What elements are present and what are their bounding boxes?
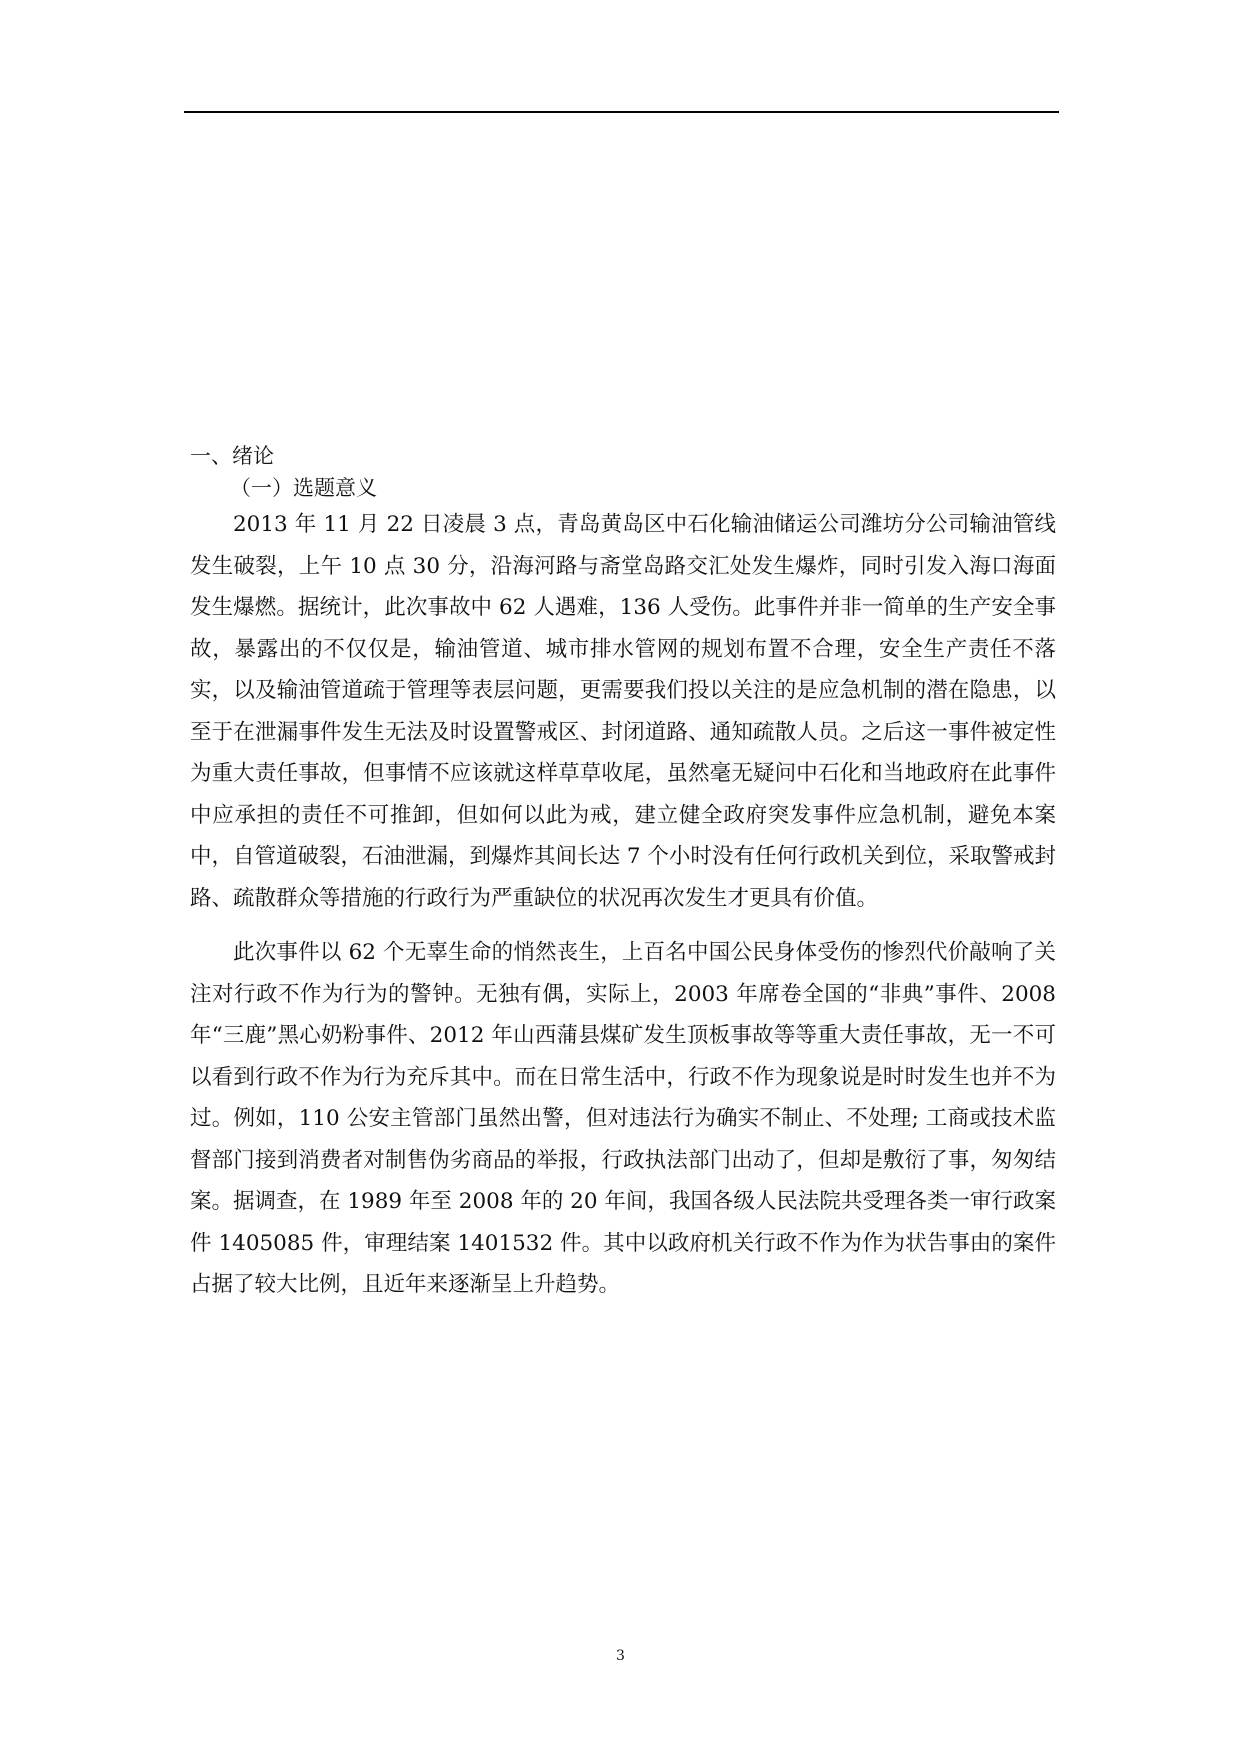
page-number: 3 xyxy=(616,1648,625,1664)
section-heading: 一、绪论 xyxy=(190,444,274,468)
document-body xyxy=(190,440,1056,1306)
header-rule xyxy=(184,111,1059,113)
subsection-heading: （一）选题意义 xyxy=(230,476,377,500)
body-paragraph-1: 2013 年 11 月 22 日凌晨 3 点，青岛黄岛区中石化输油储运公司潍坊分公司输油管线发生破裂，上午 10 点 30 分，沿海河路与斋堂岛路交汇处发生爆炸，同时引发入海口海面发生爆燃。据统计，此次事故中 62 人遇难，136 人受伤。此事件并非一简单的生产安全事故，暴露出的不仅仅是，输油管道、城市排水管网的规划布置不合理，安全生产责任不落实，以及输油管道疏于管理等表层问题，更需要我们投以关注的是应急机制的潜在隐患，以至于在泄漏事件发生无法及时设置警戒区、封闭道路、通知疏散人员。之后这一事件被定性为重大责任事故，但事情不应该就这样草草收尾，虽然毫无疑问中石化和当地政府在此事件中应承担的责任不可推卸，但如何以此为戒，建立健全政府突发事件应急机制，避免本案中，自管道破裂，石油泄漏，到爆炸其间长达 7 个小时没有任何行政机关到位，采取警戒封路、疏散群众等措施的行政行为严重缺位的状况再次发生才更具有价值。 xyxy=(190,512,1056,911)
body-paragraph-2: 此次事件以 62 个无辜生命的悄然丧生，上百名中国公民身体受伤的惨烈代价敲响了关注对行政不作为行为的警钟。无独有偶，实际上，2003 年席卷全国的“非典”事件、2008 年“三鹿”黑心奶粉事件、2012 年山西蒲县煤矿发生顶板事故等等重大责任事故，无一不可以看到行政不作为行为充斥其中。而在日常生活中，行政不作为现象说是时时发生也并不为过。例如，110 公安主管部门虽然出警，但对违法行为确实不制止、不处理; 工商或技术监督部门接到消费者对制售伪劣商品的举报，行政执法部门出动了，但却是敷衍了事，匆匆结案。据调查，在 1989 年至 2008 年的 20 年间，我国各级人民法院共受理各类一审行政案件 1405085 件，审理结案 1401532 件。其中以政府机关行政不作为作为状告事由的案件占据了较大比例，且近年来逐渐呈上升趋势。 xyxy=(190,940,1056,1297)
